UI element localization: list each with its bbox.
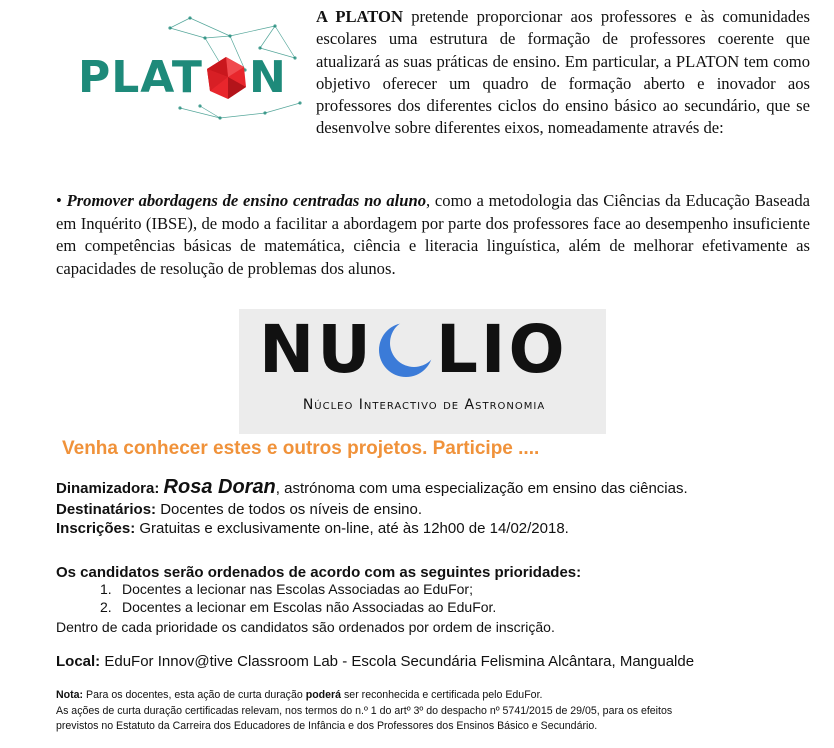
footnote-bold-word: poderá: [305, 689, 342, 701]
intro-lead: A PLATON: [316, 7, 403, 26]
inscricoes-line: [56, 519, 569, 538]
destinatarios-label: Destinatários:: [56, 501, 157, 518]
list-item-text: Docentes a lecionar nas Escolas Associadas ao EduFor;: [122, 581, 473, 597]
bullet-paragraph: [56, 190, 810, 280]
local-label: Local:: [56, 653, 101, 670]
footnote-line-3: previstos no Estatuto da Carreira dos Educadores de Infância e dos Professores dos Ensinos Básico e Secundário.: [56, 720, 598, 733]
list-item-number: 1.: [100, 581, 112, 597]
footnote-line-1: [56, 688, 796, 704]
local-line: [56, 653, 694, 670]
priority-order-note: Dentro de cada prioridade os candidatos são ordenados por ordem de inscrição.: [56, 619, 555, 635]
dinamizadora-desc: , astrónoma com uma especialização em ensino das ciências.: [275, 480, 688, 497]
list-item: [100, 599, 496, 617]
destinatarios-line: [56, 500, 422, 519]
footnote-line-2: As ações de curta duração certificadas relevam, nos termos do n.º 1 do artº 3º do despacho nº 5741/2015 de 29/05, para os efeitos: [56, 704, 673, 717]
nuclio-logo: [239, 309, 606, 434]
local-value: EduFor Innov@tive Classroom Lab - Escola Secundária Felismina Alcântara, Mangualde: [104, 653, 695, 670]
footnote-text: ser reconhecida e certificada pelo EduFor.: [344, 689, 543, 701]
inscricoes-label: Inscrições:: [56, 520, 136, 537]
inscricoes-value: Gratuitas e exclusivamente on-line, até às 12h00 de 14/02/2018.: [139, 520, 569, 537]
intro-text: pretende proporcionar aos professores e às comunidades escolares uma estrutura de formação de professores coerente que atualizará as suas práticas de ensino. Em particular, a PLATON tem como objetivo oferecer um quadro de formação aberto e inovador aos professores dos diferentes ciclos do ensino básico ao secundário, que se desenvolve sobre diferentes eixos, nomeadamente através de:: [316, 7, 810, 138]
list-item-number: 2.: [100, 598, 112, 615]
dinamizadora-label: Dinamizadora:: [56, 480, 160, 497]
footnote-text: Para os docentes, esta ação de curta duração: [86, 689, 303, 701]
intro-paragraph: [316, 6, 810, 140]
bullet-emphasis: Promover abordagens de ensino centradas no aluno: [66, 191, 427, 210]
list-item: [100, 581, 496, 599]
footnote: [56, 688, 796, 735]
priorities-list: [100, 581, 496, 616]
nuclio-wordmark: NU LIO: [259, 311, 568, 388]
tagline: Venha conhecer estes e outros projetos. Participe ....: [62, 438, 540, 459]
platon-logo: [70, 8, 306, 128]
platon-wordmark: PLAT N: [78, 52, 287, 103]
destinatarios-value: Docentes de todos os níveis de ensino.: [160, 501, 423, 518]
priorities-heading: Os candidatos serão ordenados de acordo com as seguintes prioridades:: [56, 564, 582, 581]
dinamizadora-line: [56, 478, 688, 498]
bullet-marker: •: [56, 191, 62, 210]
footnote-label: Nota:: [56, 689, 84, 701]
bullet-text: , como a metodologia das Ciências da Educação Baseada em Inquérito (IBSE), de modo a facilitar a abordagem por parte dos professores face ao desempenho insuficiente em competências básicas de matemática, ciência e literacia linguística, além de melhorar efetivamente as capacidades de resolução de problemas dos alunos.: [56, 191, 810, 278]
list-item-text: Docentes a lecionar em Escolas não Associadas ao EduFor.: [122, 598, 497, 615]
crescent-moon-icon: [376, 319, 434, 381]
red-polyhedron-icon: [204, 55, 248, 101]
dinamizadora-name: Rosa Doran: [163, 476, 276, 498]
nuclio-subtitle: Núcleo Interactivo de Astronomia: [302, 397, 546, 413]
